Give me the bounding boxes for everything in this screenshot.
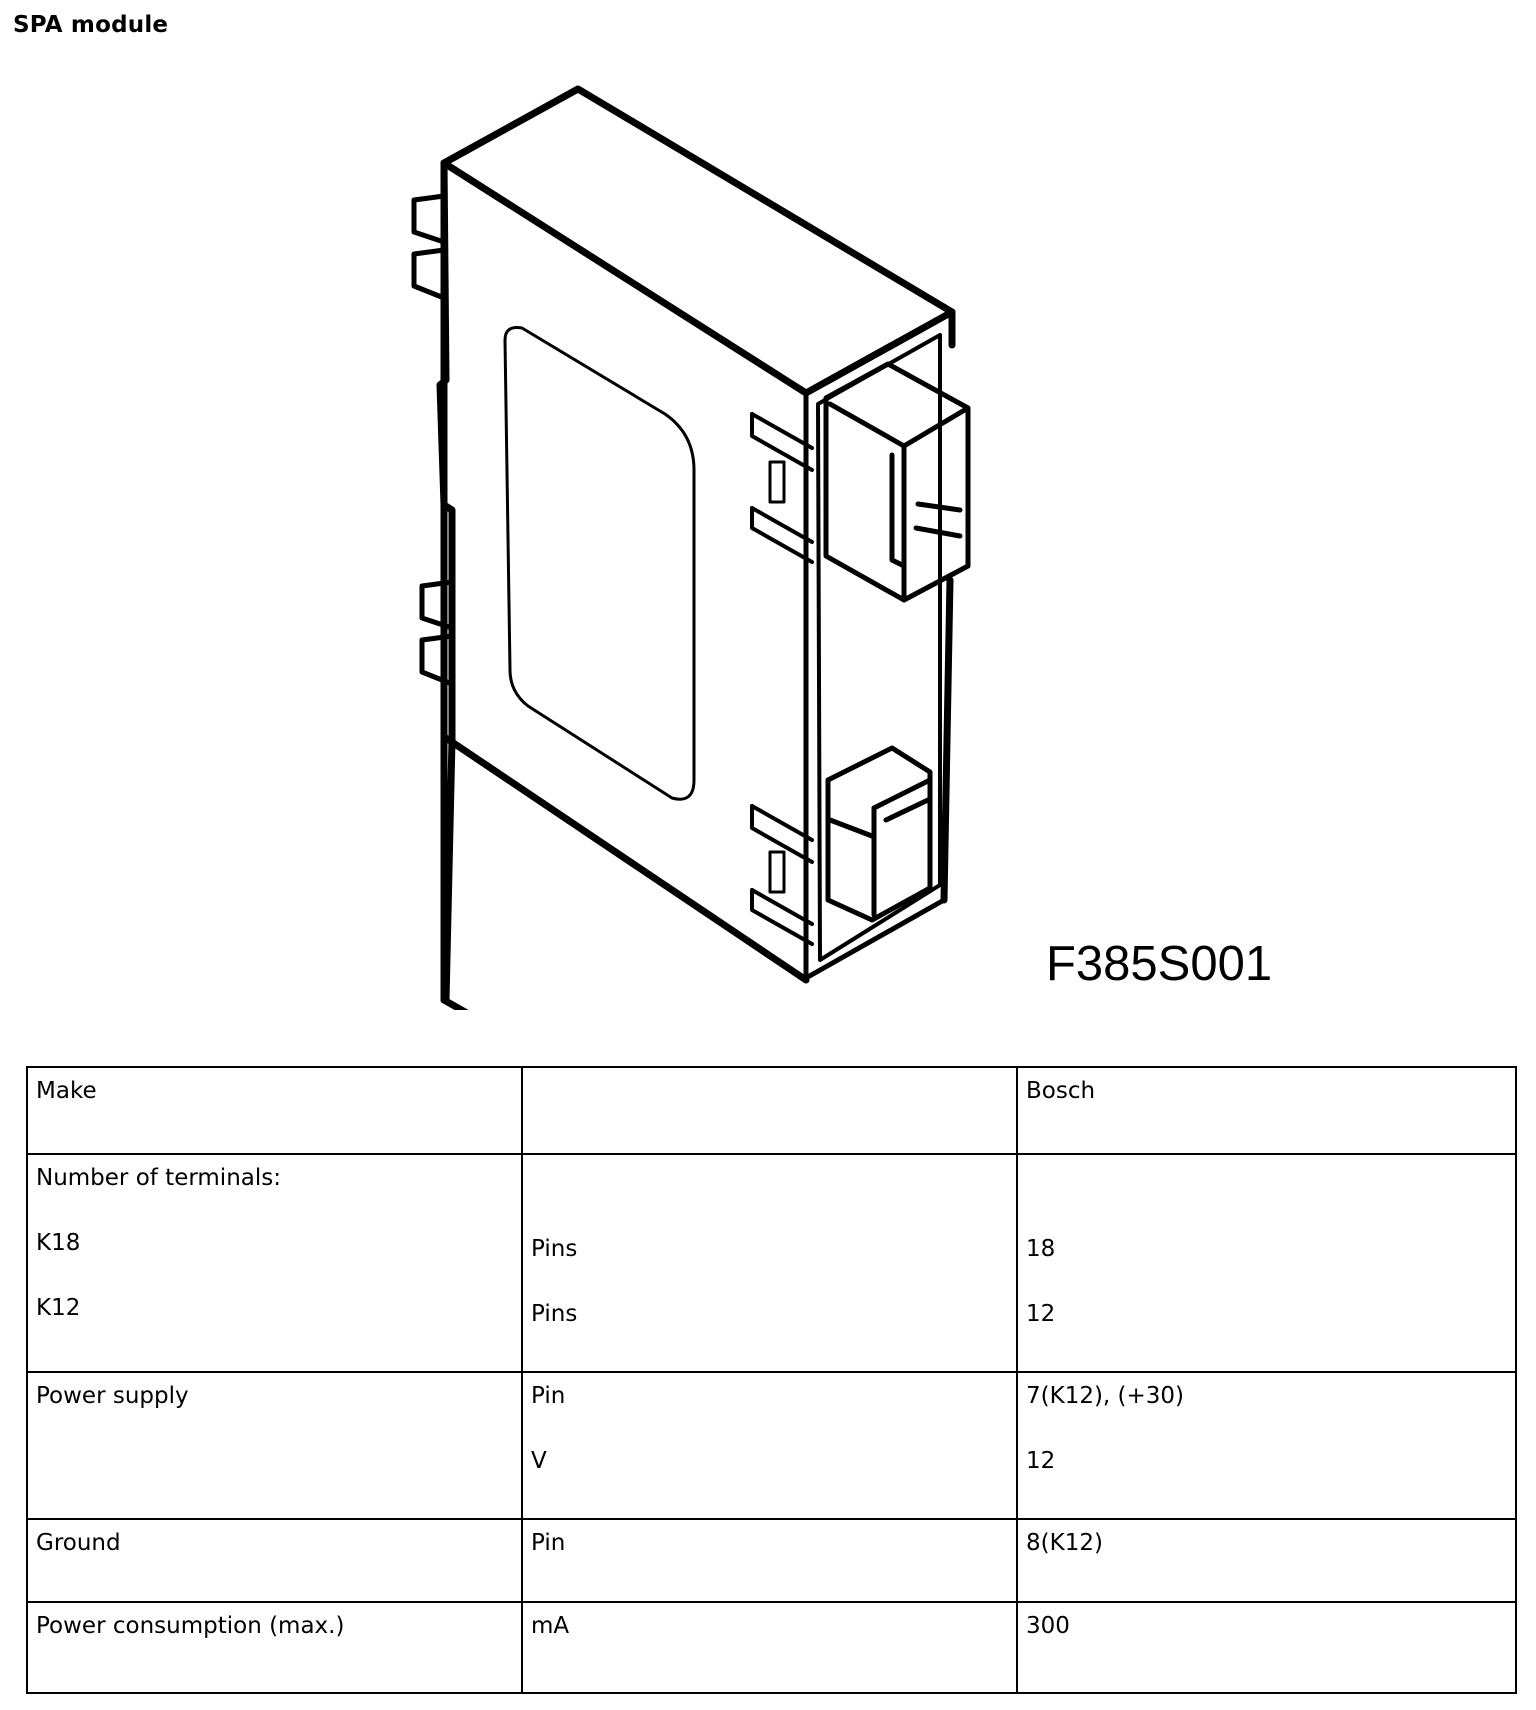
spec-table bbox=[26, 1066, 1517, 1694]
power-supply-pin-unit: Pin bbox=[531, 1383, 566, 1409]
row-unit bbox=[522, 1067, 1017, 1154]
terminals-k12-label: K12 bbox=[36, 1295, 81, 1321]
row-unit bbox=[522, 1602, 1017, 1693]
row-unit bbox=[522, 1154, 1017, 1372]
row-label bbox=[27, 1154, 522, 1372]
power-consumption-value: 300 bbox=[1026, 1613, 1070, 1639]
terminals-k18-label: K18 bbox=[36, 1230, 81, 1256]
power-supply-voltage-unit: V bbox=[531, 1448, 547, 1474]
terminals-label: Number of terminals: bbox=[36, 1165, 281, 1191]
row-value bbox=[1017, 1519, 1516, 1602]
row-value bbox=[1017, 1602, 1516, 1693]
ground-label: Ground bbox=[36, 1530, 121, 1556]
power-supply-label: Power supply bbox=[36, 1383, 189, 1409]
table-row bbox=[27, 1154, 1516, 1372]
row-unit bbox=[522, 1519, 1017, 1602]
table-row bbox=[27, 1602, 1516, 1693]
row-label bbox=[27, 1372, 522, 1519]
power-supply-voltage-value: 12 bbox=[1026, 1448, 1056, 1474]
row-value bbox=[1017, 1372, 1516, 1519]
front-tabs-lower bbox=[752, 806, 812, 944]
figure-code: F385S001 bbox=[1046, 937, 1273, 991]
power-consumption-unit: mA bbox=[531, 1613, 570, 1639]
ground-unit: Pin bbox=[531, 1530, 566, 1556]
terminals-k12-value: 12 bbox=[1026, 1301, 1056, 1327]
table-row bbox=[27, 1372, 1516, 1519]
label-recess bbox=[505, 328, 694, 800]
lower-connector bbox=[828, 748, 930, 920]
make-value: Bosch bbox=[1026, 1078, 1096, 1104]
power-supply-pin-value: 7(K12), (+30) bbox=[1026, 1383, 1185, 1409]
front-tabs-upper bbox=[752, 414, 812, 562]
upper-connector bbox=[826, 364, 968, 600]
table-row bbox=[27, 1519, 1516, 1602]
table-row bbox=[27, 1067, 1516, 1154]
row-label bbox=[27, 1067, 522, 1154]
make-label: Make bbox=[36, 1078, 97, 1104]
terminals-k12-unit: Pins bbox=[531, 1301, 578, 1327]
row-label bbox=[27, 1602, 522, 1693]
row-unit bbox=[522, 1372, 1017, 1519]
terminals-k18-value: 18 bbox=[1026, 1236, 1056, 1262]
terminals-k18-unit: Pins bbox=[531, 1236, 578, 1262]
row-value bbox=[1017, 1067, 1516, 1154]
page-title: SPA module bbox=[13, 12, 169, 38]
row-value bbox=[1017, 1154, 1516, 1372]
power-consumption-label: Power consumption (max.) bbox=[36, 1613, 345, 1639]
row-label bbox=[27, 1519, 522, 1602]
make-unit bbox=[531, 1078, 1008, 1106]
ground-value: 8(K12) bbox=[1026, 1530, 1103, 1556]
